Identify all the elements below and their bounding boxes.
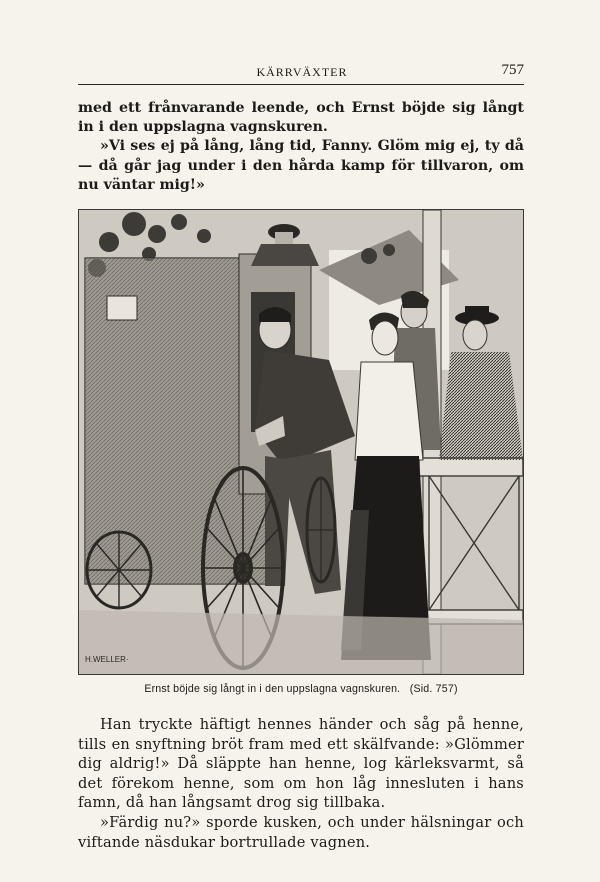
paragraph: med ett frånvarande leende, och Ernst böjde sig långt in i den uppslagna vagnskuren.: [78, 100, 524, 136]
illustration-caption: [78, 683, 524, 695]
carriage-farewell-illustration: [79, 210, 523, 674]
body-text-bottom: [78, 715, 524, 852]
body-text-top: [78, 99, 524, 195]
artist-signature: H.WELLER·: [85, 655, 129, 664]
running-title: KÄRRVÄXTER: [256, 65, 348, 79]
paragraph: »Vi ses ej på lång, lång tid, Fanny. Glöm mig ej, ty då — då går jag under i den hårda kamp för tillvaron, om nu väntar mig!»: [78, 138, 524, 193]
paragraph: Han tryckte häftigt hennes händer och såg på henne, tills en snyftning bröt fram med ett skälfvande: »Glömmer dig aldrig!» Då släppte han henne, log kärleksvarmt, så det förekom henne, som om hon låg innesluten i hans famn, då han långsamt drog sig tillbaka.: [78, 716, 524, 812]
header-rule: [78, 84, 524, 85]
running-head: [78, 60, 526, 82]
carriage-wheel-small: [307, 478, 335, 582]
carriage-wheel-front: [87, 532, 151, 608]
caption-reference: (Sid. 757): [409, 683, 458, 695]
illustration: [78, 209, 524, 675]
page-number: 757: [501, 62, 524, 78]
paragraph: »Färdig nu?» sporde kusken, och under hälsningar och viftande näsdukar bortrullade vagnen.: [78, 813, 524, 851]
caption-text: Ernst böjde sig långt in i den uppslagna vagnskuren.: [144, 683, 401, 695]
